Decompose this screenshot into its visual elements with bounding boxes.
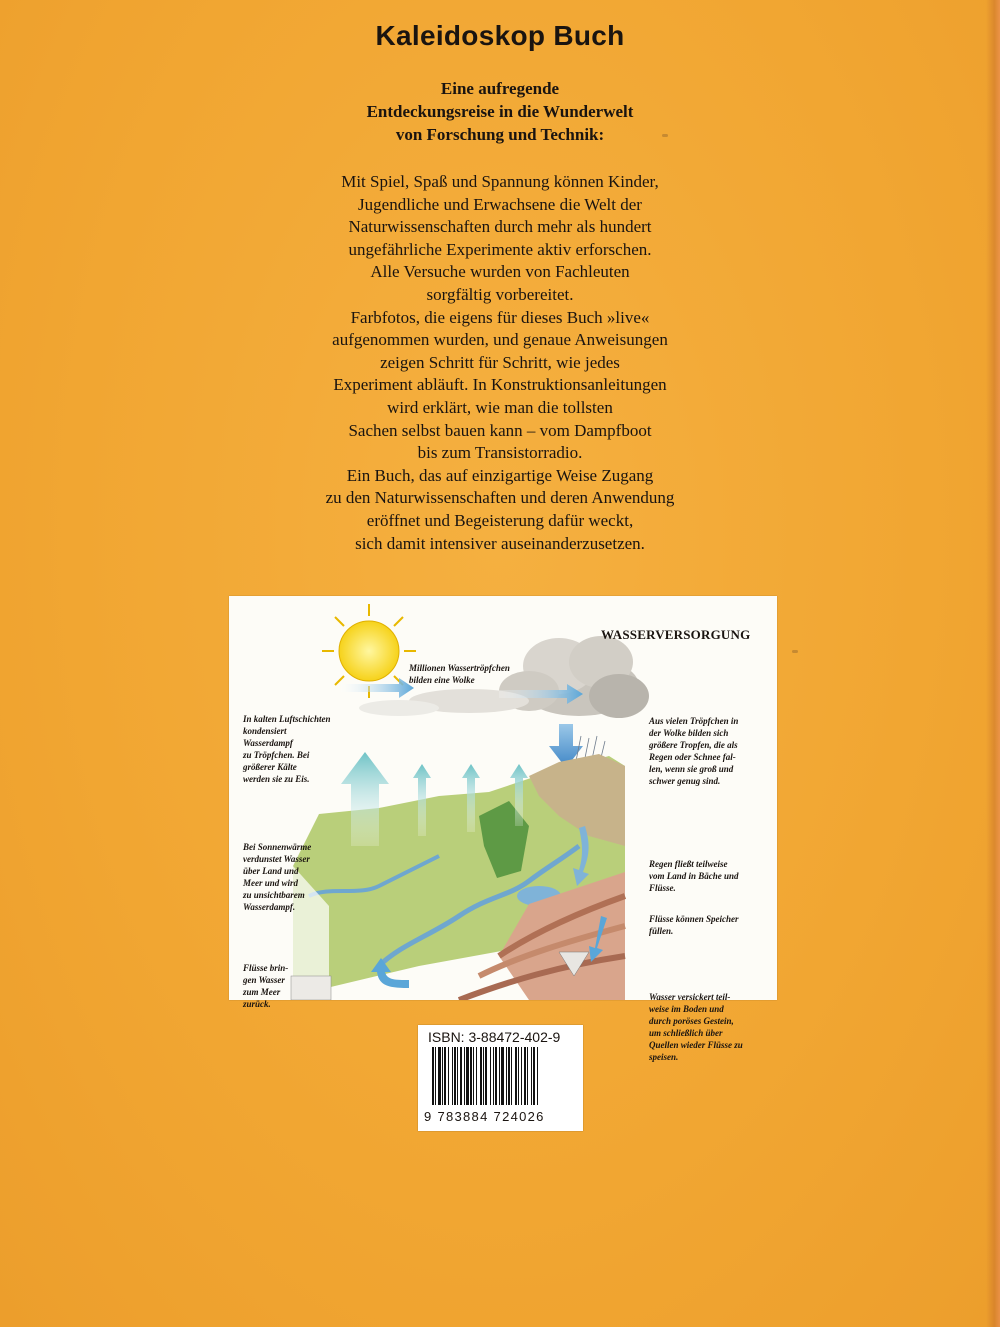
body-line: wird erklärt, wie man die tollsten [387, 397, 613, 417]
barcode-bar [435, 1047, 436, 1105]
landscape-block [291, 754, 625, 1000]
barcode-bar [454, 1047, 456, 1105]
caption-rivers-sea [243, 962, 288, 1010]
barcode-bar [508, 1047, 510, 1105]
barcode-bar [442, 1047, 443, 1105]
barcode-bar [452, 1047, 453, 1105]
caption-line: Flüsse brin- [243, 963, 289, 973]
barcode-bar [531, 1047, 532, 1105]
caption-line: Quellen wieder Flüsse zu [649, 1040, 743, 1050]
barcode-bar [466, 1047, 469, 1105]
caption-line: durch poröses Gestein, [649, 1016, 734, 1026]
barcode-bar [506, 1047, 507, 1105]
body-line: Naturwissenschaften durch mehr als hundert [348, 217, 652, 237]
barcode-bar [493, 1047, 494, 1105]
caption-line: zum Meer [243, 987, 281, 997]
caption-line: Regen oder Schnee fal- [649, 752, 736, 762]
caption-line: Wasserdampf [243, 738, 293, 748]
barcode-bar [485, 1047, 487, 1105]
intro-line: von Forschung und Technik: [395, 125, 605, 144]
caption-line: speisen. [649, 1052, 679, 1062]
caption-line: um schließlich über [649, 1028, 723, 1038]
barcode-bar [476, 1047, 477, 1105]
intro-line: Eine aufregende [440, 79, 560, 98]
caption-line: kondensiert [243, 726, 287, 736]
barcode-icon [432, 1047, 572, 1107]
caption-condense [243, 713, 331, 785]
barcode-bar [495, 1047, 497, 1105]
barcode-bar [470, 1047, 472, 1105]
body-line: Ein Buch, das auf einzigartige Weise Zugang [346, 465, 654, 485]
caption-line: Aus vielen Tröpfchen in [649, 716, 739, 726]
body-line: eröffnet und Begeisterung dafür weckt, [366, 510, 634, 530]
body-line: zeigen Schritt für Schritt, wie jedes [380, 352, 620, 372]
body-line: ungefährliche Experimente aktiv erforschen. [348, 239, 652, 259]
caption-reservoir [649, 913, 739, 937]
water-cycle-illustration [229, 596, 777, 1014]
caption-line: Bei Sonnenwärme [243, 842, 312, 852]
body-line: Jugendliche und Erwachsene die Welt der [358, 194, 642, 214]
caption-runoff [649, 858, 739, 894]
caption-line: Millionen Wassertröpfchen [409, 663, 510, 673]
cover-fleck [792, 650, 798, 653]
barcode-digits: 9 783884 724026 [424, 1109, 545, 1124]
caption-line: größere Tropfen, die als [649, 740, 738, 750]
caption-line: verdunstet Wasser [243, 854, 310, 864]
body-line: Sachen selbst bauen kann – vom Dampfboot [348, 420, 652, 440]
description-text [0, 171, 1000, 555]
barcode-bar [480, 1047, 482, 1105]
barcode-bar [524, 1047, 526, 1105]
caption-seep-continued [649, 1015, 743, 1063]
body-line: Farbfotos, die eigens für dieses Buch »live« [350, 307, 650, 327]
body-line: Experiment abläuft. In Konstruktionsanleitungen [333, 375, 667, 395]
caption-line: schwer genug sind. [649, 776, 721, 786]
barcode-bar [460, 1047, 462, 1105]
water-cycle-drawing [229, 596, 777, 1000]
vapor-arrow-right [341, 678, 414, 698]
barcode-bar [515, 1047, 517, 1105]
barcode-bar [537, 1047, 538, 1105]
body-line: aufgenommen wurden, und genaue Anweisungen [332, 330, 668, 350]
barcode-bar [521, 1047, 522, 1105]
caption-line: Flüsse. [649, 883, 676, 893]
barcode-bar [457, 1047, 458, 1105]
caption-line: werden sie zu Eis. [243, 774, 310, 784]
barcode-bar [438, 1047, 441, 1105]
barcode-bar [464, 1047, 465, 1105]
caption-line: zu unsichtbarem [243, 890, 305, 900]
body-line: Mit Spiel, Spaß und Spannung können Kinder, [341, 172, 659, 191]
caption-line: len, wenn sie groß und [649, 764, 734, 774]
caption-line: größerer Kälte [243, 762, 297, 772]
body-line: bis zum Transistorradio. [417, 443, 583, 463]
caption-line: In kalten Luftschichten [243, 714, 331, 724]
barcode-bar [444, 1047, 446, 1105]
caption-line: bilden eine Wolke [409, 675, 475, 685]
caption-cloud [409, 662, 510, 686]
intro-text [0, 77, 1000, 146]
caption-rain [649, 715, 738, 787]
caption-line: Meer und wird [243, 878, 299, 888]
caption-evaporate [243, 841, 311, 913]
caption-line: Wasser versickert teil- [649, 992, 731, 1002]
caption-line: Regen fließt teilweise [649, 859, 728, 869]
isbn-number: ISBN: 3-88472-402-9 [428, 1029, 561, 1045]
barcode-bar [511, 1047, 512, 1105]
figure-title: WASSERVERSORGUNG [601, 627, 751, 642]
barcode-bar [518, 1047, 519, 1105]
caption-line: der Wolke bilden sich [649, 728, 729, 738]
caption-line: vom Land in Bäche und [649, 871, 739, 881]
caption-line: zurück. [243, 999, 271, 1009]
caption-line: füllen. [649, 926, 674, 936]
body-line: sorgfältig vorbereitet. [426, 284, 574, 304]
barcode-bar [473, 1047, 474, 1105]
barcode-bar [490, 1047, 491, 1105]
caption-line: Wasserdampf. [243, 902, 296, 912]
isbn-barcode-label [418, 1025, 583, 1131]
caption-seep [649, 991, 730, 1015]
barcode-bar [499, 1047, 500, 1105]
book-title: Kaleidoskop Buch [375, 20, 625, 51]
caption-line: gen Wasser [243, 975, 285, 985]
caption-line: zu Tröpfchen. Bei [243, 750, 310, 760]
barcode-bar [533, 1047, 535, 1105]
body-line: zu den Naturwissenschaften und deren Anwendung [325, 488, 675, 508]
caption-line: über Land und [243, 866, 299, 876]
body-line: Alle Versuche wurden von Fachleuten [370, 262, 630, 282]
barcode-bar [527, 1047, 528, 1105]
barcode-bar [432, 1047, 434, 1105]
barcode-bar [483, 1047, 484, 1105]
caption-line: weise im Boden und [649, 1004, 724, 1014]
intro-line: Entdeckungsreise in die Wunderwelt [366, 102, 634, 121]
barcode-bar [501, 1047, 504, 1105]
caption-line: Flüsse können Speicher [649, 914, 739, 924]
body-line: sich damit intensiver auseinanderzusetzen. [355, 533, 645, 553]
barcode-bar [448, 1047, 449, 1105]
